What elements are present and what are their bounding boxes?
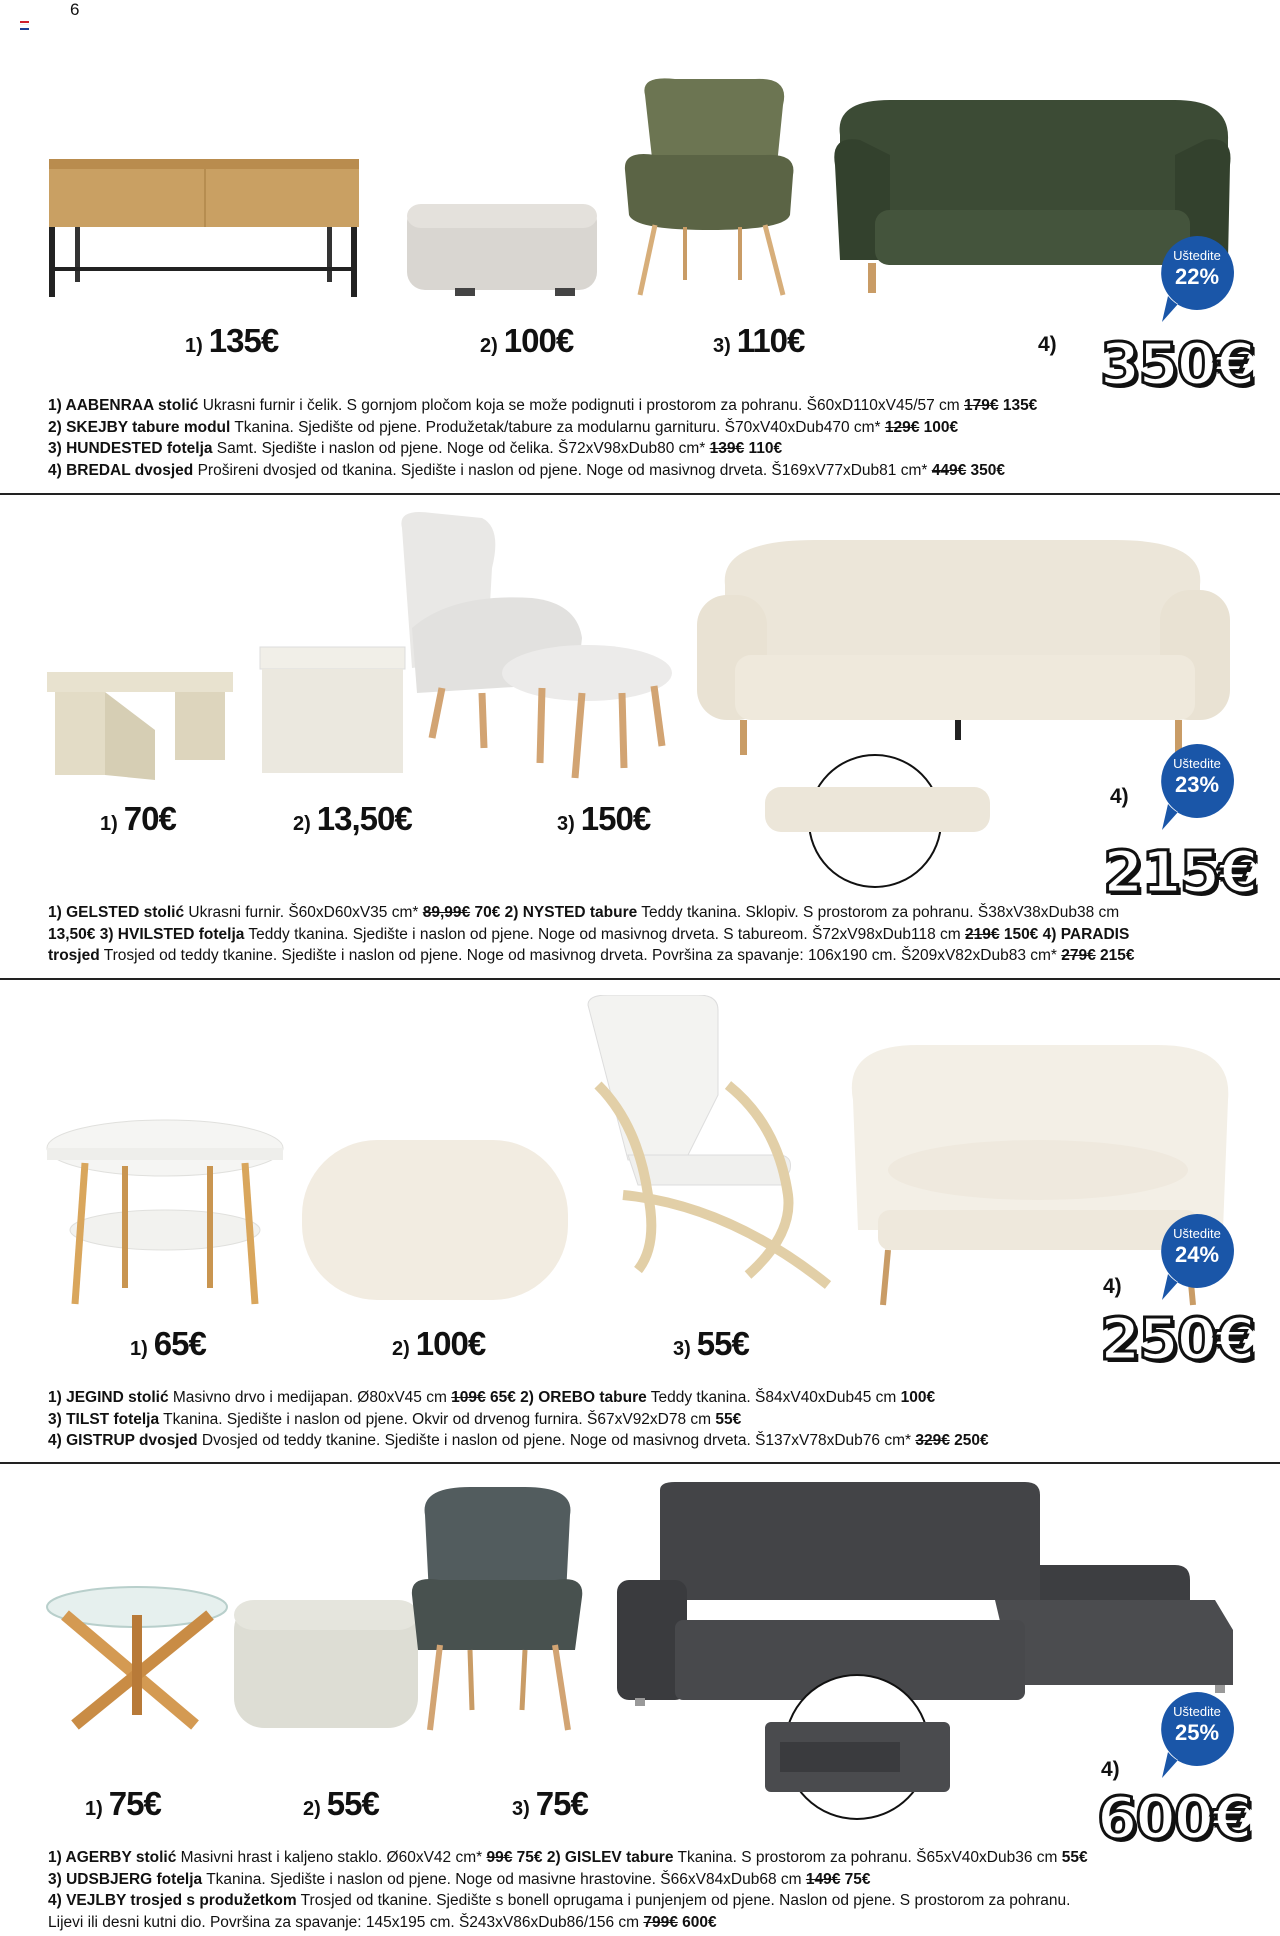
nysted-pouf-image — [258, 645, 408, 777]
bold-text: 1) AABENRAA stolić — [48, 397, 199, 414]
savings-badge: Uštedite 22% — [1158, 234, 1236, 312]
text: Trosjed od teddy tkanine. Sjedište i naslon od pjene. Noge od masivnog drveta. Površina za spavanje: 106x190 cm. Š209xV82xDub83 cm* — [99, 947, 1062, 964]
big-price: 250€ — [1100, 1305, 1254, 1373]
item-4-index: 4) — [1038, 333, 1057, 356]
bold-text: 4) GISTRUP dvosjed — [48, 1432, 198, 1449]
bold-text: 100€ — [919, 418, 959, 436]
big-price: 600€ — [1097, 1784, 1251, 1852]
description — [48, 395, 1248, 481]
description-line — [48, 460, 1248, 482]
item-4-index: 4) — [1103, 1275, 1122, 1298]
text: Tkanina. Sjedište i naslon od pjene. Noge od masivne hrastovine. Š66xV84xDub68 cm — [202, 1870, 806, 1888]
description-line — [48, 395, 1248, 417]
udsbjerg-armchair-image — [410, 1485, 585, 1735]
price-2: 2) 100€ — [480, 322, 574, 359]
bold-text: 4) BREDAL dvosjed — [48, 461, 194, 479]
old-price: 109€ — [451, 1389, 486, 1406]
description — [48, 1387, 1248, 1452]
old-price: 219€ — [965, 925, 1000, 943]
text: Samt. Sjedište i naslon od pjene. Noge od čelika. Š72xV98xDub80 cm* — [212, 440, 710, 457]
bold-text: 250€ — [949, 1432, 989, 1449]
price-1: 1) 65€ — [130, 1325, 206, 1362]
bold-text: 65€ 2) OREBO tabure — [485, 1389, 647, 1406]
item-4-index: 4) — [1101, 1758, 1120, 1781]
text: Prošireni dvosjed od tkanina. Sjedište i naslon od pjene. Noge od masivnog drveta. Š169xV77xDub81 cm* — [193, 461, 932, 479]
text: Tkanina. Sjedište od pjene. Produžetak/tabure za modularnu garnituru. Š70xV40xDub470 cm* — [230, 418, 885, 436]
old-price: 449€ — [931, 461, 967, 479]
bold-text: 2) SKEJBY tabure modul — [48, 418, 231, 436]
price-2: 2) 100€ — [392, 1325, 486, 1362]
big-price: 350€ — [1100, 330, 1254, 398]
price-1: 1) 135€ — [185, 322, 279, 359]
bold-text: 70€ 2) NYSTED tabure — [470, 904, 638, 921]
divider — [0, 978, 1280, 980]
text: Masivno drvo i medijapan. Ø80xV45 cm — [168, 1389, 452, 1406]
old-price: 129€ — [884, 418, 920, 436]
old-price: 99€ — [486, 1849, 513, 1866]
old-price: 179€ — [964, 397, 999, 414]
sofa-bed-detail-image — [760, 752, 990, 890]
divider — [0, 493, 1280, 495]
page-number: 6 — [70, 0, 80, 19]
paradis-sofa-image — [695, 535, 1235, 760]
text: Teddy tkanina. Sjedište i naslon od pjene. Noge od masivnog drveta. S tabureom. Š72xV98xDub118 cm — [244, 925, 966, 943]
description-line — [48, 1409, 1248, 1431]
bold-text: 1) JEGIND stolić — [48, 1389, 169, 1406]
bold-text: 3) TILST fotelja — [48, 1410, 160, 1428]
agerby-table-image — [45, 1585, 230, 1730]
description-line — [48, 945, 1248, 967]
item-4-index: 4) — [1110, 785, 1129, 808]
bold-text: 1) AGERBY stolić — [48, 1849, 177, 1866]
description-line — [48, 1847, 1248, 1869]
bold-text: 55€ — [715, 1410, 742, 1428]
price-2: 2) 13,50€ — [293, 800, 412, 837]
bold-text: 350€ — [966, 461, 1005, 479]
bold-text: 100€ — [900, 1389, 936, 1406]
bold-text: 215€ — [1095, 947, 1135, 964]
description-line — [48, 1912, 1248, 1934]
description-line — [48, 924, 1248, 946]
sofa-bed-detail-image — [760, 1672, 955, 1822]
bold-text: 1) GELSTED stolić — [48, 904, 185, 921]
tilst-armchair-image — [578, 995, 843, 1290]
gislev-pouf-image — [232, 1598, 420, 1730]
description-line — [48, 1890, 1248, 1912]
bold-text: 135€ — [998, 397, 1038, 414]
text: Ukrasni furnir i čelik. S gornjom pločom koja se može podignuti i prostorom za pohranu. Š60xD110xV45/57 cm — [198, 397, 965, 414]
skejby-pouf-image — [405, 200, 600, 300]
description — [48, 902, 1248, 967]
flag-icon — [20, 21, 29, 29]
bold-text: 4) VEJLBY trosjed s produžetkom — [48, 1892, 297, 1909]
hvilsted-armchair-image — [392, 508, 682, 783]
savings-badge: Uštedite 25% — [1158, 1690, 1236, 1768]
bold-text: 150€ 4) PARADIS — [999, 925, 1130, 943]
description-line — [48, 1430, 1248, 1452]
old-price: 799€ — [643, 1913, 678, 1931]
text: Teddy tkanina. Š84xV40xDub45 cm — [646, 1389, 901, 1406]
bold-text: 600€ — [677, 1913, 717, 1931]
text: Tkanina. S prostorom za pohranu. Š65xV40xDub36 cm — [673, 1849, 1062, 1866]
old-price: 139€ — [709, 440, 745, 457]
price-3: 3) 55€ — [673, 1325, 749, 1362]
description-line — [48, 438, 1248, 460]
text: Lijevi ili desni kutni dio. Površina za spavanje: 145x195 cm. Š243xV86xDub86/156 cm — [48, 1913, 644, 1931]
old-price: 89,99€ — [422, 904, 471, 921]
jegind-table-image — [45, 1118, 285, 1308]
description-line — [48, 1387, 1248, 1409]
text: Teddy tkanina. Sklopiv. S prostorom za pohranu. Š38xV38xDub38 cm — [637, 904, 1120, 921]
bold-text: trosjed — [48, 947, 100, 964]
old-price: 329€ — [915, 1432, 950, 1449]
price-3: 3) 150€ — [557, 800, 651, 837]
divider — [0, 1462, 1280, 1464]
text: Tkanina. Sjedište i naslon od pjene. Okvir od drvenog furnira. Š67xV92xD78 cm — [159, 1410, 716, 1428]
price-3: 3) 75€ — [512, 1785, 588, 1822]
savings-badge: Uštedite 24% — [1158, 1212, 1236, 1290]
description-line — [48, 1869, 1248, 1891]
price-3: 3) 110€ — [713, 322, 805, 359]
orebo-pouf-image — [300, 1135, 570, 1305]
text: Trosjed od tkanine. Sjedište s bonell oprugama i punjenjem od pjene. Naslon od pjene. S prostorom za pohranu. — [296, 1892, 1071, 1909]
text: Masivni hrast i kaljeno staklo. Ø60xV42 cm* — [176, 1849, 487, 1866]
description-line — [48, 902, 1248, 924]
description — [48, 1847, 1248, 1933]
description-line — [48, 417, 1248, 439]
price-1: 1) 70€ — [100, 800, 176, 837]
big-price: 215€ — [1103, 838, 1257, 906]
bold-text: 13,50€ 3) HVILSTED fotelja — [48, 925, 245, 943]
old-price: 279€ — [1061, 947, 1096, 964]
bold-text: 3) UDSBJERG fotelja — [48, 1870, 203, 1888]
gelsted-table-image — [45, 670, 235, 780]
bold-text: 110€ — [744, 440, 783, 457]
old-price: 149€ — [805, 1870, 841, 1888]
hundested-armchair-image — [615, 75, 805, 300]
bold-text: 75€ 2) GISLEV tabure — [512, 1849, 674, 1866]
price-1: 1) 75€ — [85, 1785, 161, 1822]
text: Ukrasni furnir. Š60xD60xV35 cm* — [184, 904, 423, 921]
bold-text: 75€ — [840, 1870, 871, 1888]
bold-text: 3) HUNDESTED fotelja — [48, 440, 213, 457]
bold-text: 55€ — [1061, 1849, 1088, 1866]
aabenraa-table-image — [45, 155, 365, 300]
price-2: 2) 55€ — [303, 1785, 379, 1822]
text: Dvosjed od teddy tkanine. Sjedište i naslon od pjene. Noge od masivnog drveta. Š137xV78xDub76 cm* — [197, 1432, 916, 1449]
savings-badge: Uštedite 23% — [1158, 742, 1236, 820]
